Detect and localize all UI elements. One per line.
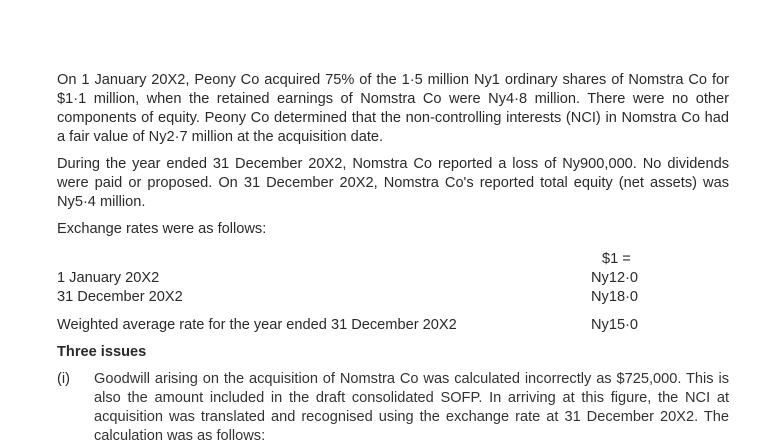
paragraph-acquisition: On 1 January 20X2, Peony Co acquired 75% of the 1·5 million Ny1 ordinary shares of Nomstra Co for $1·1 million, when the retained earnings of Nomstra Co were Ny4·8 million. There were no other components of equity. Peony Co determined that the non-controlling interests (NCI) in Nomstra Co had a fair value of Ny2·7 million at the acquisition date. (57, 72, 729, 145)
rates-header-row (57, 250, 729, 269)
issue-item (57, 370, 729, 446)
rate-value: Ny12·0 (591, 270, 639, 286)
issue-text: Goodwill arising on the acquisition of Nomstra Co was calculated incorrectly as $725,000. This is also the amount included in the draft consolidated SOFP. In arriving at this figure, the NCI at acquisition was translated and recognised using the exchange rate at 31 December 20X2. The calculation was as follows: (94, 371, 729, 444)
rate-row-closing (57, 288, 729, 307)
issue-number: (i) (57, 371, 70, 387)
document-page (57, 71, 729, 446)
rate-value: Ny15·0 (591, 317, 639, 333)
rate-row-weighted (57, 316, 729, 335)
paragraph-rates-intro: Exchange rates were as follows: (57, 221, 267, 237)
exchange-rates-table (57, 250, 729, 335)
rate-label: Weighted average rate for the year ended 31 December 20X2 (57, 317, 457, 333)
rate-label: 1 January 20X2 (57, 270, 160, 286)
rates-header: $1 = (602, 251, 631, 267)
rate-value: Ny18·0 (591, 289, 639, 305)
paragraph-loss: During the year ended 31 December 20X2, Nomstra Co reported a loss of Ny900,000. No dividends were paid or proposed. On 31 December 20X2, Nomstra Co's reported total equity (net assets) was Ny5·4 million. (57, 156, 729, 210)
rate-row-opening (57, 269, 729, 288)
rate-label: 31 December 20X2 (57, 289, 183, 305)
section-heading: Three issues (57, 344, 147, 360)
